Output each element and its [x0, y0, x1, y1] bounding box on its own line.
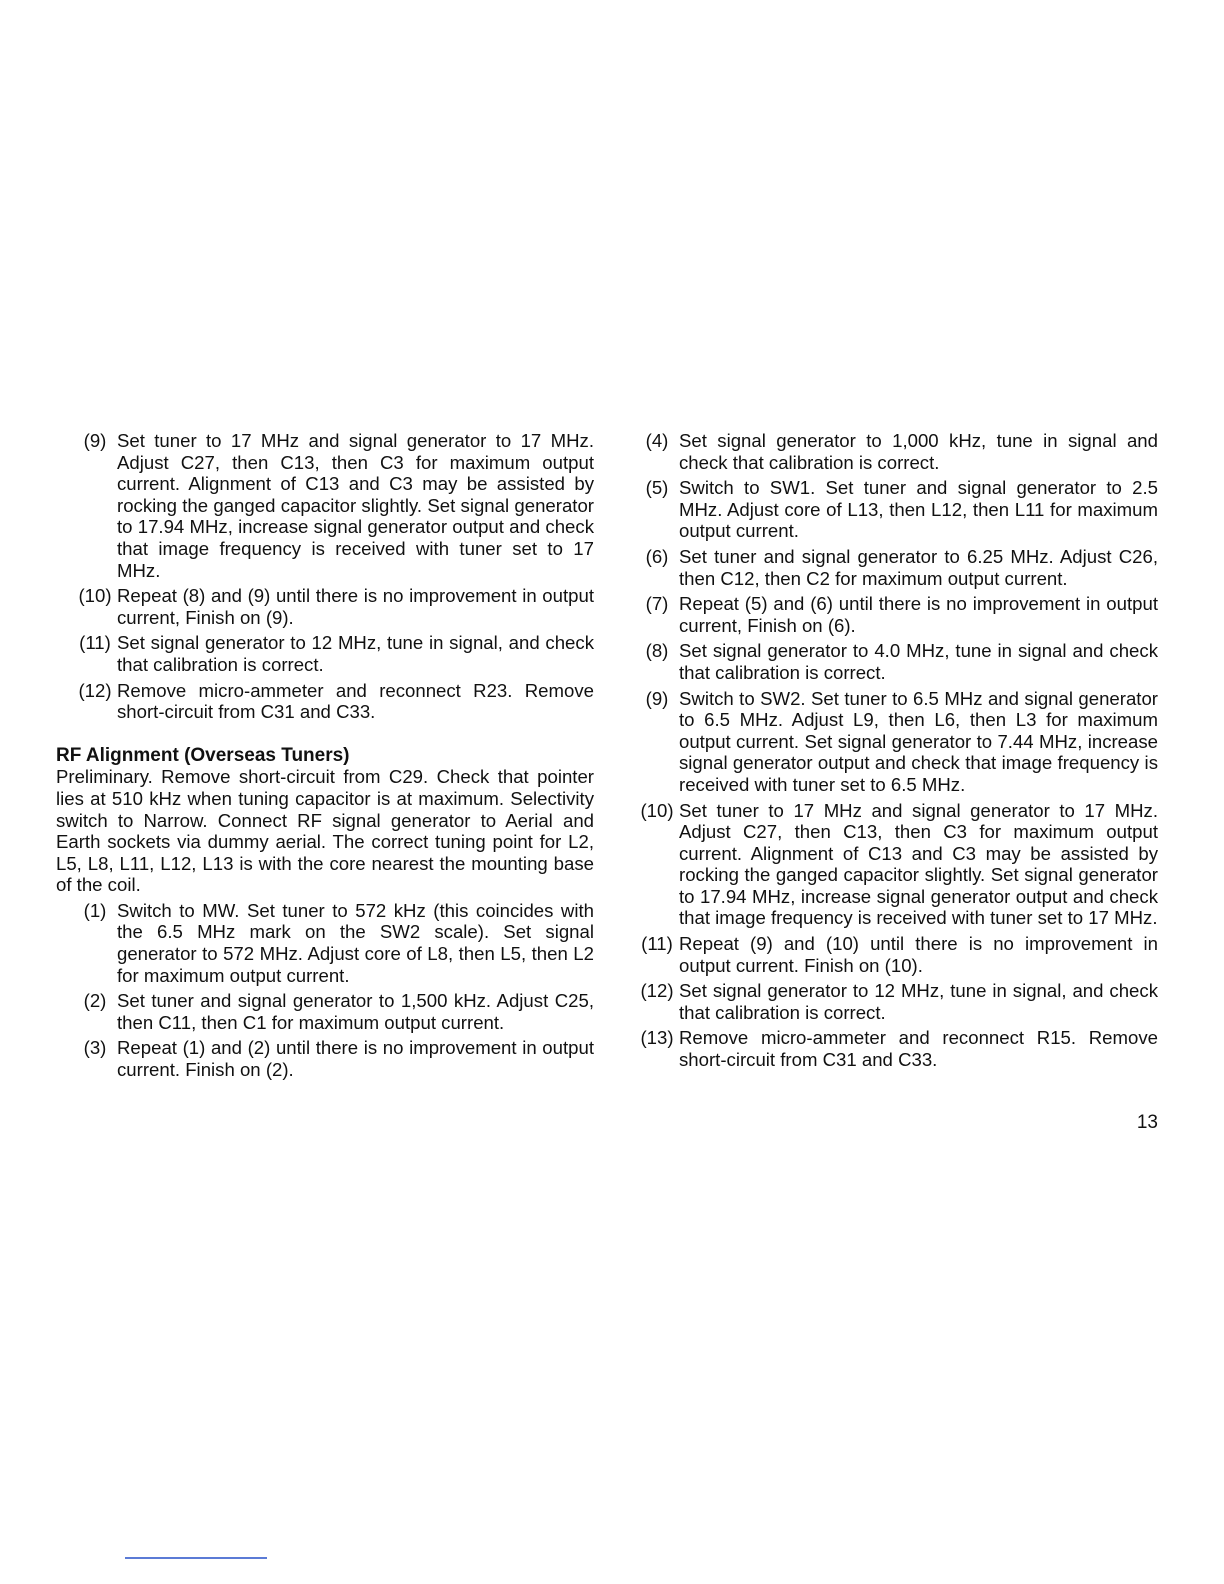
- item-number: (12): [640, 980, 674, 1002]
- list-item: [618, 980, 1158, 1023]
- item-text: Repeat (8) and (9) until there is no improvement in output current, Finish on (9).: [117, 585, 594, 628]
- list-item: [618, 640, 1158, 683]
- item-text: Set signal generator to 12 MHz, tune in signal, and check that calibration is correct.: [679, 980, 1158, 1023]
- list-item: [618, 546, 1158, 589]
- item-text: Repeat (1) and (2) until there is no improvement in output current. Finish on (2).: [117, 1037, 594, 1081]
- item-text: Repeat (9) and (10) until there is no improvement in output current. Finish on (10).: [679, 933, 1158, 976]
- item-text: Set signal generator to 4.0 MHz, tune in signal and check that calibration is correct.: [679, 640, 1158, 683]
- item-text: Remove micro-ammeter and reconnect R15. Remove short-circuit from C31 and C33.: [679, 1027, 1158, 1071]
- item-number: (2): [83, 990, 107, 1012]
- item-number: (5): [645, 477, 669, 499]
- list-item: [56, 900, 594, 986]
- item-text: Repeat (5) and (6) until there is no improvement in output current, Finish on (6).: [679, 593, 1158, 636]
- list-item: [56, 632, 594, 675]
- list-item: [618, 477, 1158, 542]
- list-item: [618, 430, 1158, 473]
- footer-rule: [125, 1557, 267, 1559]
- intro-paragraph: Preliminary. Remove short-circuit from C29. Check that pointer lies at 510 kHz when tuning capacitor is at maximum. Selectivity switch to Narrow. Connect RF signal generator to Aerial and Earth sockets via dummy aerial. The correct tuning point for L2, L5, L8, L11, L12, L13 is with the core nearest the mounting base of the coil.: [56, 766, 594, 896]
- list-item: [56, 430, 594, 581]
- item-text: Switch to SW1. Set tuner and signal generator to 2.5 MHz. Adjust core of L13, then L12, then L11 for maximum output current.: [679, 477, 1158, 542]
- item-text: Set tuner to 17 MHz and signal generator to 17 MHz. Adjust C27, then C13, then C3 for maximum output current. Alignment of C13 and C3 may be assisted by rocking the ganged capacitor slightly. Set signal generator to 17.94 MHz, increase signal generator output and check that image frequency is received with tuner set to 17 MHz.: [679, 799, 1158, 929]
- item-text: Switch to MW. Set tuner to 572 kHz (this coincides with the 6.5 MHz mark on the SW2 scale). Set signal generator to 572 MHz. Adjust core of L8, then L5, then L2 for maximum output current.: [117, 899, 594, 986]
- item-number: (3): [83, 1037, 107, 1059]
- right-column: [618, 430, 1158, 1075]
- item-number: (11): [641, 933, 673, 955]
- list-item: [618, 933, 1158, 976]
- item-text: Set tuner and signal generator to 1,500 kHz. Adjust C25, then C11, then C1 for maximum output current.: [117, 990, 594, 1033]
- item-text: Set tuner to 17 MHz and signal generator to 17 MHz. Adjust C27, then C13, then C3 for maximum output current. Alignment of C13 and C3 may be assisted by rocking the ganged capacitor slightly. Set signal generator to 17.94 MHz, increase signal generator output and check that image frequency is received with tuner set to 17 MHz.: [117, 430, 594, 581]
- item-number: (8): [645, 640, 669, 662]
- left-column: [56, 430, 594, 1085]
- item-number: (9): [645, 687, 669, 709]
- section-heading: RF Alignment (Overseas Tuners): [56, 744, 350, 766]
- list-item: [56, 585, 594, 628]
- item-number: (10): [640, 799, 674, 821]
- item-text: Remove micro-ammeter and reconnect R23. Remove short-circuit from C31 and C33.: [117, 679, 594, 723]
- list-item: [618, 593, 1158, 636]
- item-number: (9): [83, 430, 107, 451]
- item-number: (6): [645, 545, 669, 567]
- item-number: (7): [645, 593, 669, 615]
- list-item: [618, 688, 1158, 796]
- item-number: (11): [79, 632, 111, 654]
- list-item: [56, 990, 594, 1033]
- item-number: (13): [640, 1027, 674, 1049]
- item-text: Set tuner and signal generator to 6.25 MHz. Adjust C26, then C12, then C2 for maximum output current.: [679, 545, 1158, 589]
- item-number: (4): [645, 430, 669, 451]
- item-text: Set signal generator to 12 MHz, tune in signal, and check that calibration is correct.: [117, 632, 594, 675]
- item-text: Switch to SW2. Set tuner to 6.5 MHz and signal generator to 6.5 MHz. Adjust L9, then L6, then L3 for maximum output current. Set signal generator to 7.44 MHz, increase signal generator output and check that image frequency is received with tuner set to 6.5 MHz.: [679, 687, 1158, 795]
- item-text: Set signal generator to 1,000 kHz, tune in signal and check that calibration is correct.: [679, 430, 1158, 473]
- item-number: (12): [78, 679, 112, 701]
- item-number: (1): [83, 899, 107, 921]
- list-item: [56, 680, 594, 723]
- list-item: [618, 800, 1158, 930]
- page-number: 13: [1136, 1112, 1158, 1133]
- list-item: [56, 1037, 594, 1080]
- item-number: (10): [78, 585, 112, 607]
- list-item: [618, 1027, 1158, 1070]
